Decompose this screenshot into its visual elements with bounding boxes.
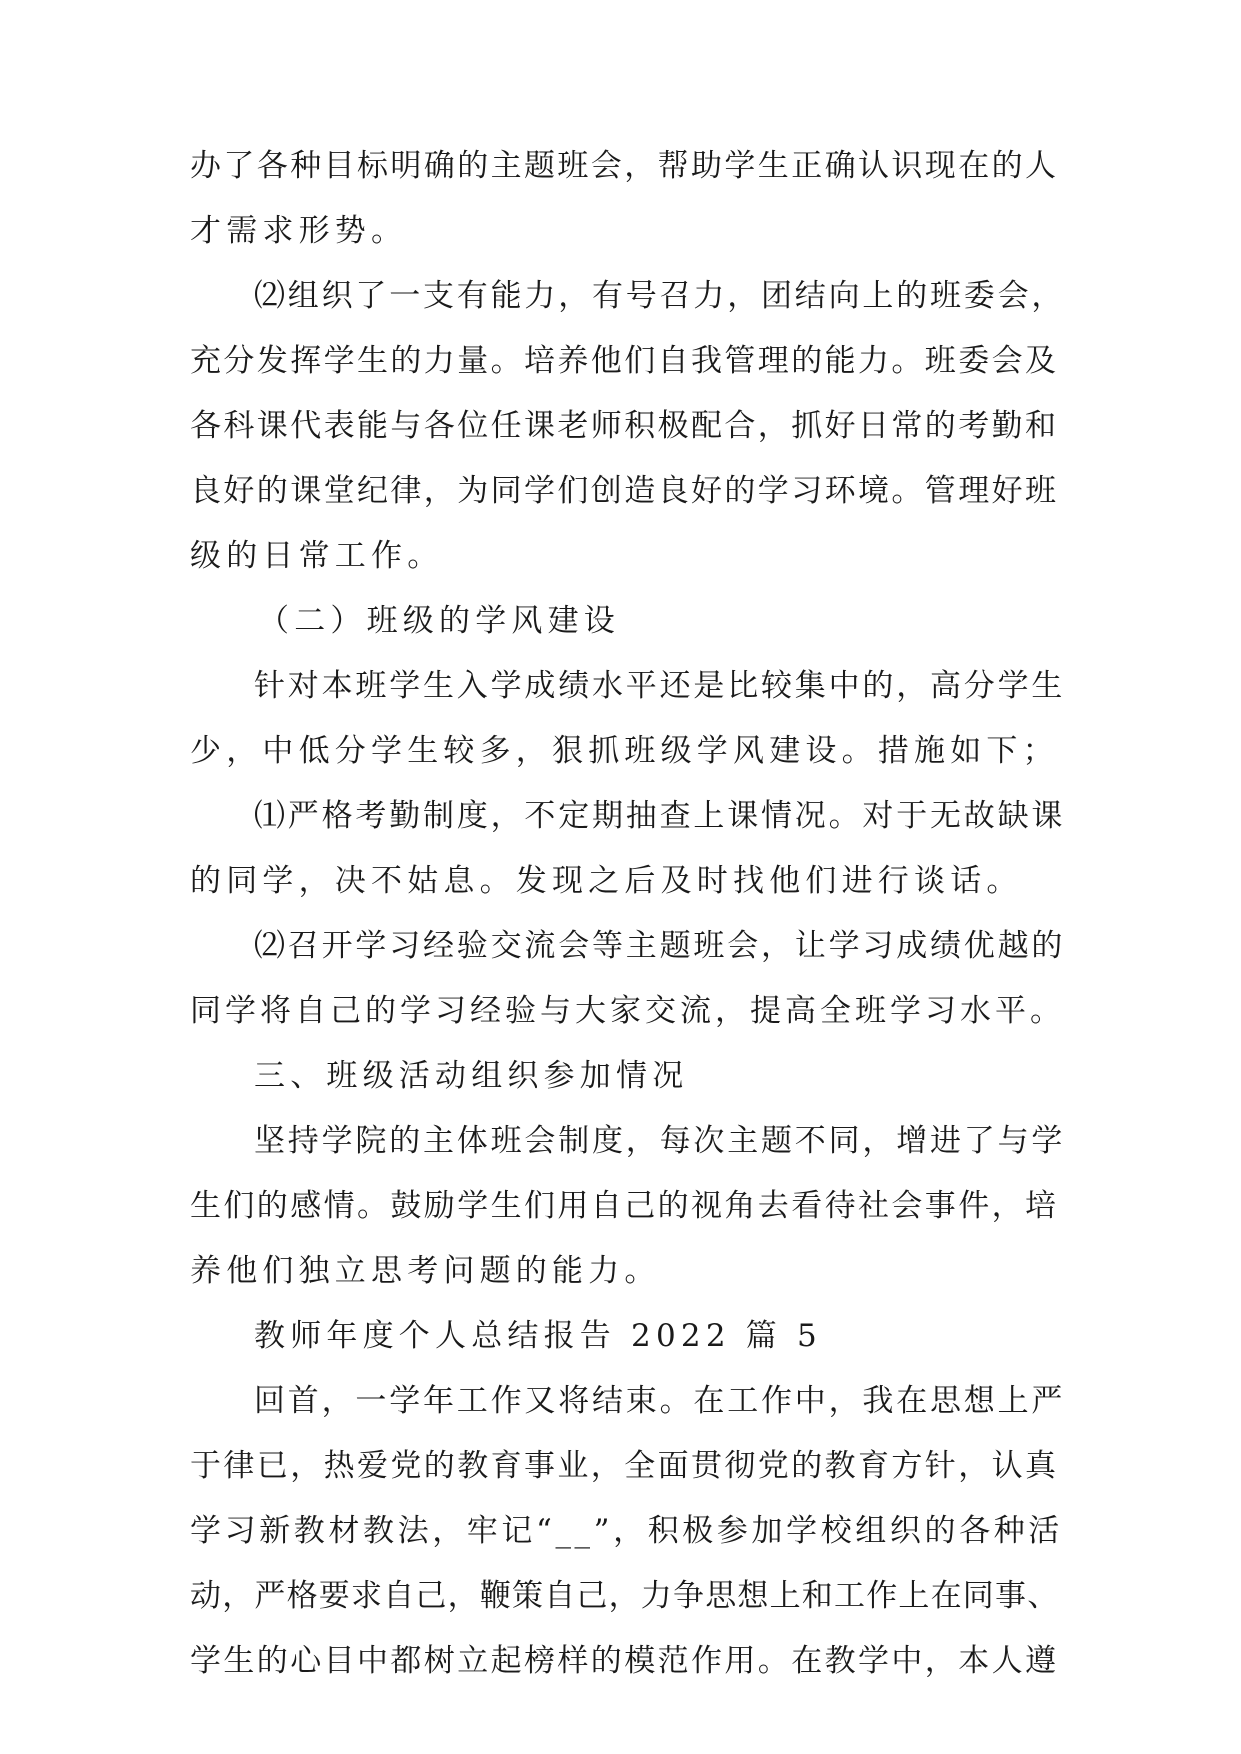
text-line: 的同学，决不姑息。发现之后及时找他们进行谈话。 [190, 863, 1023, 899]
text-line: 各科课代表能与各位任课老师积极配合，抓好日常的考勤和 [190, 408, 1059, 444]
text-line: ⑴严格考勤制度，不定期抽查上课情况。对于无故缺课 [254, 798, 1066, 834]
text-line: 级的日常工作。 [190, 538, 444, 574]
text-line: 动，严格要求自己，鞭策自己，力争思想上和工作上在同事、 [190, 1578, 1060, 1614]
text-line: 充分发挥学生的力量。培养他们自我管理的能力。班委会及 [190, 343, 1059, 379]
text-line: ⑵召开学习经验交流会等主题班会，让学习成绩优越的 [254, 928, 1066, 964]
text-line: 回首，一学年工作又将结束。在工作中，我在思想上严 [254, 1383, 1066, 1419]
text-line: 针对本班学生入学成绩水平还是比较集中的，高分学生 [254, 668, 1066, 704]
section-heading: 教师年度个人总结报告 2022 篇 5 [254, 1318, 822, 1354]
text-line: 少，中低分学生较多，狠抓班级学风建设。措施如下； [190, 733, 1059, 769]
text-line: 才需求形势。 [190, 213, 408, 249]
section-heading: （二）班级的学风建设 [258, 603, 620, 639]
text-line: 学习新教材教法，牢记“__”，积极参加学校组织的各种活 [190, 1513, 1063, 1549]
text-line: 于律已，热爱党的教育事业，全面贯彻党的教育方针，认真 [190, 1448, 1059, 1484]
section-heading: 三、班级活动组织参加情况 [254, 1058, 689, 1094]
text-line: 学生的心目中都树立起榜样的模范作用。在教学中，本人遵 [190, 1643, 1059, 1679]
text-line: 同学将自己的学习经验与大家交流，提高全班学习水平。 [190, 993, 1065, 1029]
text-line: 生们的感情。鼓励学生们用自己的视角去看待社会事件，培 [190, 1188, 1059, 1224]
text-line: 良好的课堂纪律，为同学们创造良好的学习环境。管理好班 [190, 473, 1059, 509]
text-line: 办了各种目标明确的主题班会，帮助学生正确认识现在的人 [190, 148, 1059, 184]
text-line: 养他们独立思考问题的能力。 [190, 1253, 661, 1289]
text-line: 坚持学院的主体班会制度，每次主题不同，增进了与学 [254, 1123, 1066, 1159]
text-line: ⑵组织了一支有能力，有号召力，团结向上的班委会， [254, 278, 1066, 314]
